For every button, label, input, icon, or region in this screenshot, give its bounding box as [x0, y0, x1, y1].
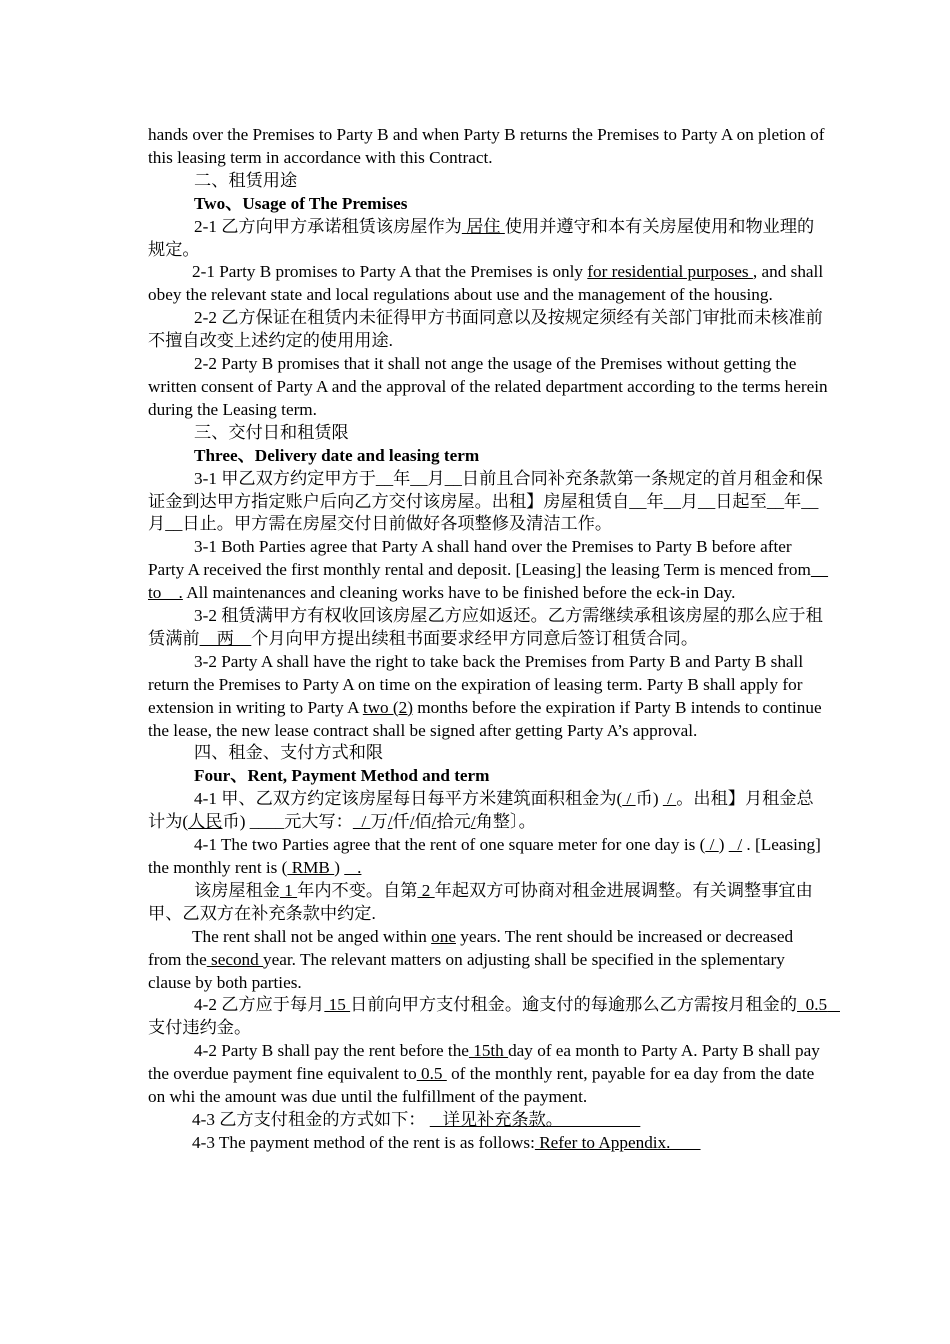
text-run: 4-1 甲、乙双方约定该房屋每日每平方米建筑面积租金为( [194, 789, 623, 809]
filled-blank: / [431, 812, 437, 832]
paragraph-7 [148, 422, 828, 445]
text-run: 该房屋租金 [194, 880, 280, 900]
filled-blank: 1 [279, 880, 298, 900]
paragraph-18 [148, 926, 828, 995]
filled-blank: one [431, 926, 456, 946]
text-run: 角整〕。 [475, 812, 536, 832]
text-run: 二、租赁用途 [194, 170, 298, 190]
text-run: ) [718, 835, 729, 855]
text-run: months before the expiration if Party B intends to continue the lease, the new lease contract shall be signed after getting Party A’s approval. [148, 697, 826, 740]
text-run: . [Leasing] the monthly rent is ( [148, 835, 826, 877]
text-run: 三、交付日和租赁限 [194, 422, 349, 442]
paragraph-8 [148, 445, 828, 468]
text-run: 3-2 租赁满甲方有权收回该房屋乙方应如返还。乙方需继续承租该房屋的那么应于租赁满前 [148, 606, 823, 648]
text-run: All maintenances and cleaning works have to be finished before the eck-in Day. [182, 583, 736, 603]
paragraph-12 [148, 651, 828, 743]
paragraph-20 [148, 1040, 828, 1109]
filled-blank: 详见补充条款。 [429, 1109, 641, 1129]
text-run: 3-1 Both Parties agree that Party A shall hand over the Premises to Party B before after Party A received the first monthly rental and deposit. [Leasing] the leasing Term is menced from [148, 537, 811, 580]
filled-blank: 0.5 [416, 1064, 447, 1084]
text-run: 仟 [392, 812, 410, 832]
contract-page [148, 124, 840, 1155]
text-run: day of ea month to Party A. Party B shall pay the overdue payment fine equivalent to [148, 1041, 825, 1084]
text-run: __ [698, 491, 716, 511]
text-run: 使用并遵守和本有关房屋使用和物业理的规定。 [148, 216, 815, 259]
text-run: 2-2 Party B promises that it shall not ange the usage of the Premises without getting the written consent of Party A and the approval of the related department according to the terms herein during the Leasing term. [148, 354, 832, 419]
paragraph-16 [148, 834, 828, 880]
paragraph-1 [148, 170, 828, 193]
filled-blank: __两__ [199, 628, 252, 648]
paragraph-0 [148, 124, 828, 170]
text-run: __ [165, 514, 183, 534]
text-run: 月 [427, 468, 445, 488]
filled-blank: two (2) [362, 697, 413, 717]
text-run: 支付违约金。 [148, 1018, 252, 1038]
filled-blank: . [344, 858, 362, 877]
filled-blank: 15th [468, 1041, 509, 1061]
text-run: __ [766, 491, 784, 511]
text-run: 年内不变。自第 [297, 880, 418, 900]
paragraph-6 [148, 353, 832, 422]
text-run: 日起至 [715, 491, 767, 511]
filled-blank: Refer to Appendix. [534, 1132, 701, 1152]
paragraph-10 [148, 536, 828, 605]
filled-blank: / [728, 835, 743, 855]
text-run: 币) ____元大写： [222, 812, 353, 832]
text-run: 日前向甲方支付租金。逾支付的每逾那么乙方需按月租金的 [350, 995, 798, 1015]
paragraph-22 [148, 1132, 828, 1155]
text-run: 日止。甲方需在房屋交付日前做好各项整修及清洁工作。 [182, 514, 613, 534]
filled-blank: to . [148, 560, 829, 603]
paragraph-21 [148, 1109, 828, 1132]
filled-blank: 人民 [188, 812, 223, 832]
text-run: 4-1 The two Parties agree that the rent of one square meter for one day is ( [194, 835, 706, 855]
text-run: 4-3 The payment method of the rent is as follows: [192, 1132, 535, 1152]
filled-blank: 0.5 [797, 995, 840, 1015]
text-run: __ [801, 491, 819, 511]
text-run: __ [663, 491, 681, 511]
text-run: of the monthly rent, payable for ea day from the date on whi the amount was due until the fulfillment of the payment. [148, 1064, 819, 1107]
paragraph-2 [148, 193, 828, 216]
paragraph-19 [148, 994, 840, 1040]
text-run: Three、Delivery date and leasing term [194, 445, 480, 465]
text-run: The rent shall not be anged within [192, 926, 432, 946]
text-run: 日前且合同补充条款第一条规定的首月租金和保证金到达甲方指定账户后向乙方交付该房屋。出租】房屋租赁自 [148, 468, 823, 511]
text-run: 万 [370, 812, 388, 832]
text-run: 2-1 Party B promises to Party A that the Premises is only [192, 262, 588, 282]
filled-blank: / [622, 789, 636, 809]
filled-blank: 2 [417, 880, 435, 900]
filled-blank: / [387, 812, 393, 832]
filled-blank: RMB [287, 858, 335, 877]
text-run: __ [629, 491, 647, 511]
text-run: 年起双方可协商对租金进展调整。有关调整事宜由甲、乙双方在补充条款中约定. [148, 880, 813, 923]
text-run: years. The rent should be increased or decreased from the [148, 926, 798, 969]
paragraph-5 [148, 307, 828, 353]
filled-blank: for residential purposes [587, 262, 753, 282]
text-run: __ [375, 468, 394, 488]
paragraph-15 [148, 788, 828, 834]
text-run: 3-1 甲乙双方约定甲方于 [194, 468, 376, 488]
text-run: , and shall obey the relevant state and local regulations about use and the management of the housing. [148, 262, 828, 305]
text-run: ) [334, 858, 345, 877]
text-run: 4-2 Party B shall pay the rent before the [194, 1041, 469, 1061]
text-run: Four、Rent, Payment Method and term [194, 766, 490, 786]
text-run: 4-2 乙方应于每月 [194, 995, 325, 1015]
text-run: 2-1 乙方向甲方承诺租赁该房屋作为 [194, 216, 462, 236]
text-run: 年 [646, 491, 664, 511]
text-run: hands over the Premises to Party B and when Party B returns the Premises to Party A on pletion of this leasing term in accordance with this Contract. [148, 125, 829, 167]
filled-blank: / [409, 812, 415, 832]
text-run: Two、Usage of The Premises [194, 193, 408, 213]
text-run: 佰 [414, 812, 432, 832]
text-run: 月 [148, 514, 166, 534]
text-run: __ [444, 468, 462, 488]
text-run: 年 [393, 468, 411, 488]
text-run: 个月向甲方提出续租书面要求经甲方同意后签订租赁合同。 [251, 628, 699, 648]
text-run: 4-3 乙方支付租金的方式如下： [192, 1109, 430, 1129]
text-run: 。出租】月租金总计为( [148, 789, 814, 832]
filled-blank: / [470, 812, 476, 832]
text-run: 2-2 乙方保证在租赁内未征得甲方书面同意以及按规定须经有关部门审批而未核准前不擅自改变上述约定的使用用途. [148, 308, 823, 351]
filled-blank: 15 [324, 995, 351, 1015]
filled-blank: / [352, 812, 371, 832]
text-run: 四、租金、支付方式和限 [194, 743, 384, 763]
paragraph-11 [148, 605, 828, 651]
filled-blank: second [206, 949, 264, 969]
filled-blank: / [705, 835, 719, 855]
text-run: year. The relevant matters on adjusting shall be specified in the splementary clause by both parties. [148, 949, 790, 992]
paragraph-4 [148, 261, 828, 307]
text-run: 3-2 Party A shall have the right to take back the Premises from Party B and Party B shall return the Premises to Party A on time on the expiration of leasing term. Party B shall apply for extension in writing to Party A [148, 651, 808, 717]
paragraph-13 [148, 742, 828, 765]
text-run: 币) [635, 789, 663, 809]
filled-blank: 居住 [461, 216, 505, 236]
filled-blank: / [662, 789, 677, 809]
text-run: __ [410, 468, 428, 488]
text-run: 拾元 [436, 812, 471, 832]
text-run: 月 [680, 491, 699, 511]
paragraph-14 [148, 765, 828, 788]
text-run: 年 [784, 491, 802, 511]
paragraph-3 [148, 216, 828, 262]
paragraph-17 [148, 880, 828, 926]
paragraph-9 [148, 468, 828, 537]
